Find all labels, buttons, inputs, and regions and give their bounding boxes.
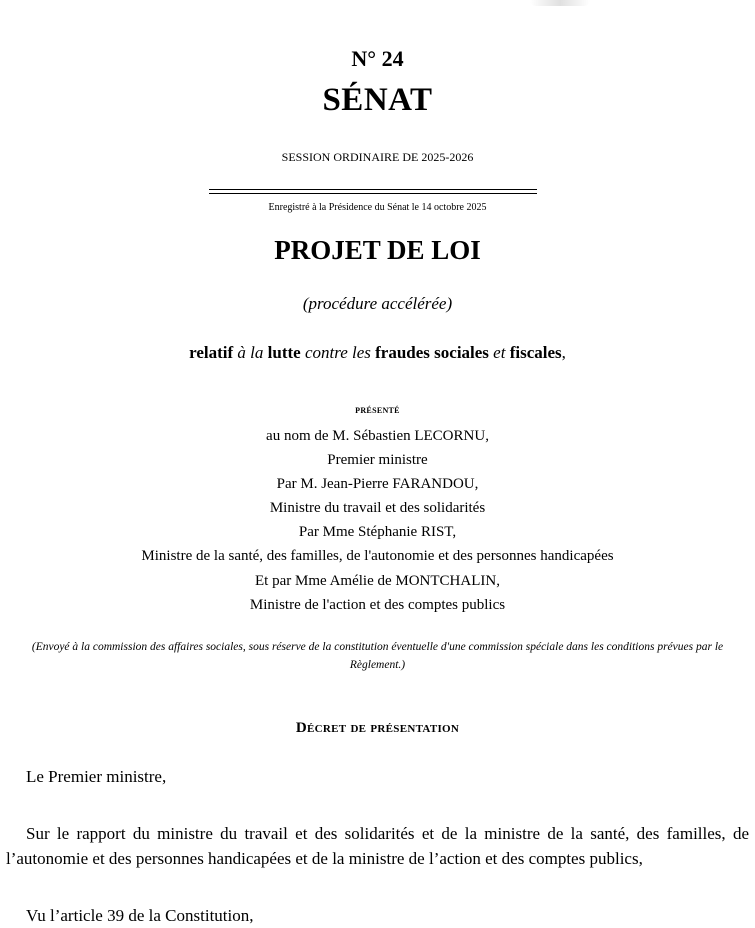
presenter-line: Par M. Jean-Pierre FARANDOU, (276, 476, 479, 493)
decree-paragraph: Sur le rapport du ministre du travail et des solidarités et de la ministre de la santé, des familles, de l’autonomie et des personnes handicapées et de la ministre de l’action et des comptes publics, (6, 824, 749, 868)
decree-paragraph: Vu l’article 39 de la Constitution, (26, 906, 254, 925)
decree-paragraph: Le Premier ministre, (26, 767, 167, 786)
title-comma: , (561, 343, 566, 362)
title-word: à la (237, 343, 264, 362)
bill-type: PROJET DE LOI (274, 235, 481, 265)
double-rule-top (209, 189, 537, 190)
title-word: lutte (267, 343, 301, 362)
presenter-line: Par Mme Stéphanie RIST, (298, 524, 457, 541)
title-word: relatif (189, 343, 234, 362)
referral-note: (Envoyé à la commission des affaires sociales, sous réserve de la constitution éventuelle d'une commission spéciale dans les conditions prévues par le Règlement.) (31, 641, 724, 671)
presenter-line: Ministre de l'action et des comptes publics (249, 596, 506, 613)
presenters-list (0, 424, 755, 617)
presenter-line: au nom de M. Sébastien LECORNU, (266, 428, 489, 444)
presenter-line: Et par Mme Amélie de MONTCHALIN, (255, 572, 500, 589)
registration-date: Enregistré à la Présidence du Sénat le 14 octobre 2025 (268, 202, 487, 213)
procedure-label: (procédure accélérée) (302, 294, 453, 313)
presented-label: présenté (355, 404, 400, 416)
decree-heading: Décret de présentation (295, 720, 460, 736)
presenter-line: Ministre de la santé, des familles, de l'autonomie et des personnes handicapées (141, 548, 614, 565)
presenter-line: Premier ministre (327, 452, 428, 469)
bill-number: N° 24 (351, 46, 404, 71)
presenter-line: Ministre du travail et des solidarités (269, 500, 486, 517)
chamber-title: SÉNAT (322, 82, 433, 118)
bill-title (0, 343, 755, 363)
title-word: et (493, 343, 506, 362)
title-word: contre les (304, 343, 371, 362)
double-rule-bottom (209, 193, 537, 194)
title-word: fiscales (509, 343, 562, 362)
top-shadow (530, 0, 590, 6)
session-label: SESSION ORDINAIRE DE 2025-2026 (281, 150, 474, 164)
title-word: fraudes sociales (375, 343, 489, 362)
